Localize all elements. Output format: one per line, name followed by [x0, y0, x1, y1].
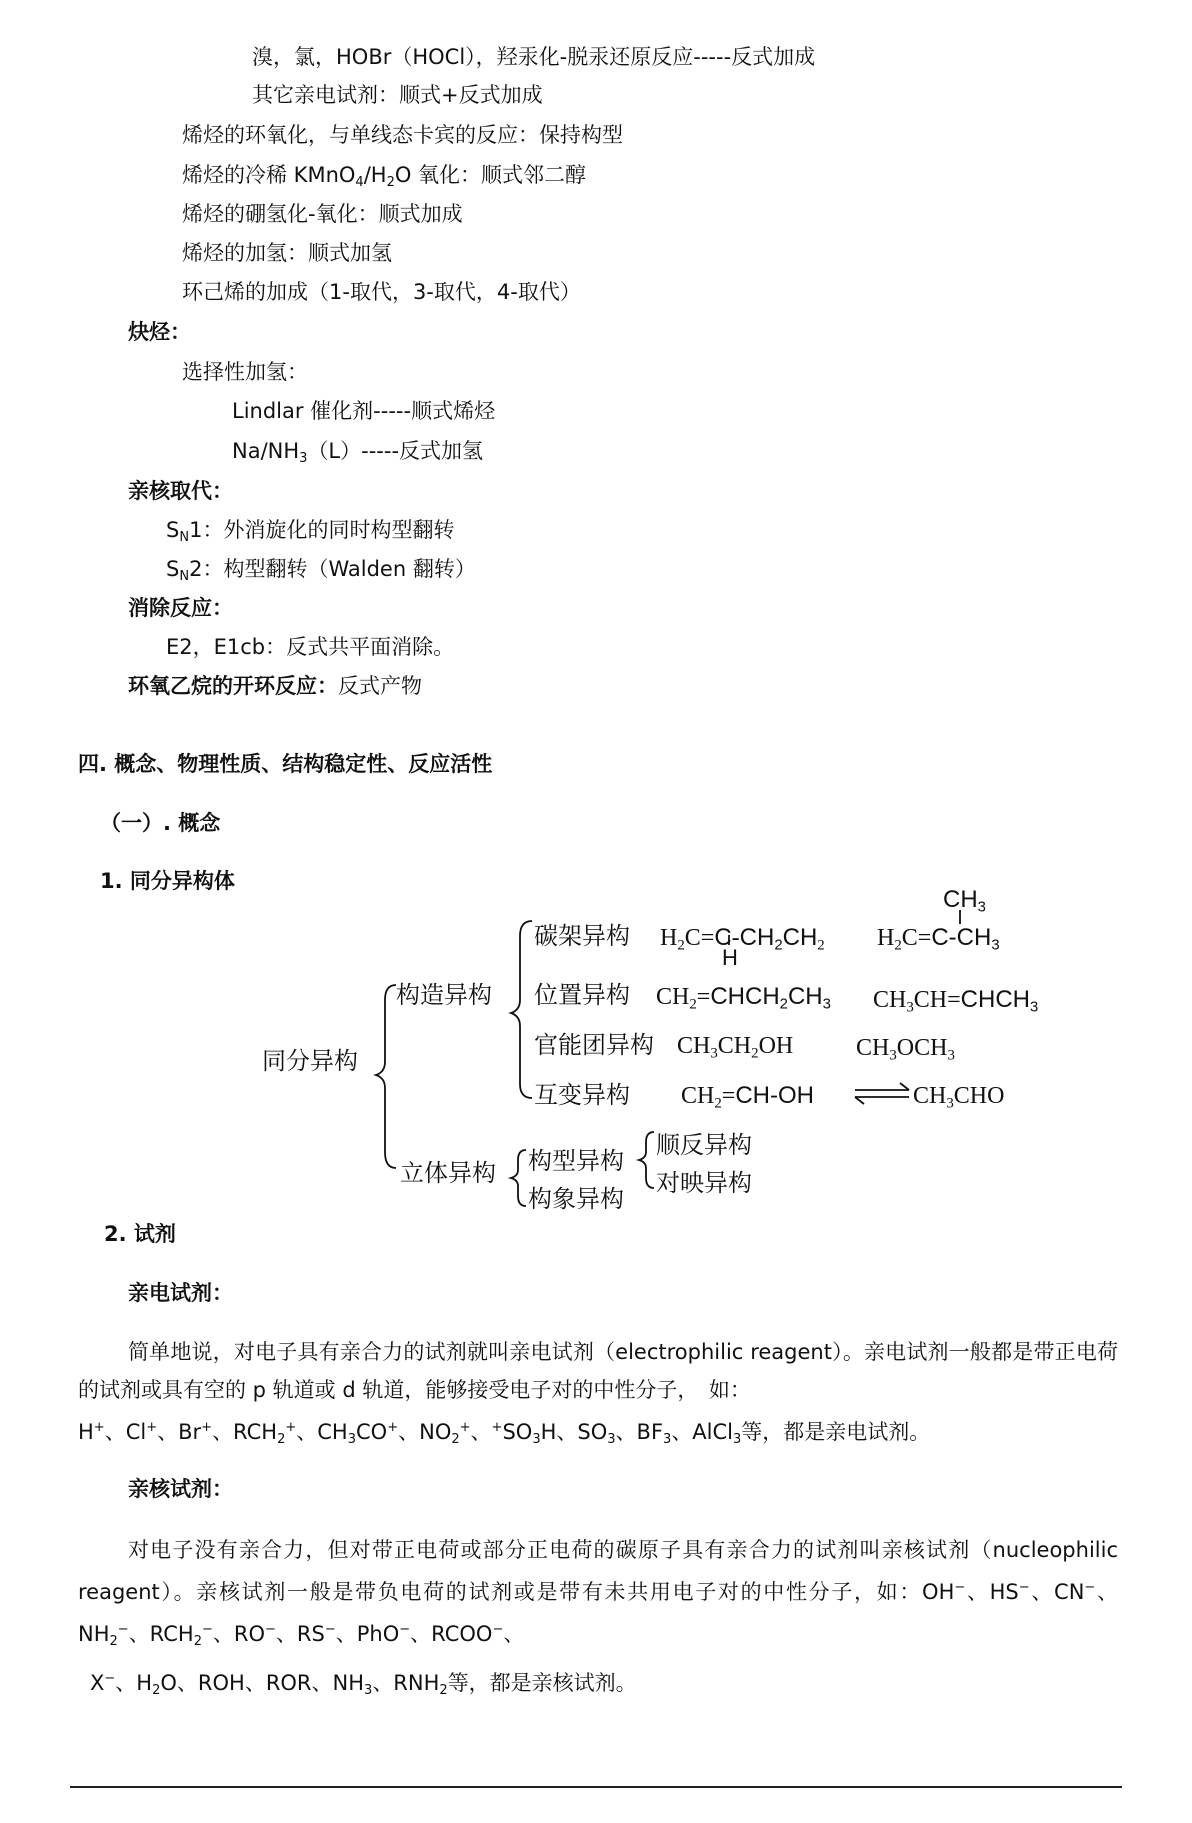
diagram-root: 同分异构: [262, 1047, 358, 1075]
diagram-enantiomer: 对映异构: [656, 1169, 752, 1197]
examples: X−、$H_2O$、ROH、ROR、$NH_3$、$RNH_2$: [90, 1671, 448, 1699]
list-line: 烯烃的硼氢化-氧化：顺式加成: [182, 202, 463, 226]
diagram-stereo: 立体异构: [400, 1159, 496, 1187]
text: （L）-----反式加氢: [307, 439, 484, 463]
examples: OH−、HS−、CN−、$NH_2^-$、$RCH_2^-$、RO−、RS−、PhO−、RCOO−、: [78, 1579, 1118, 1649]
subscript: 3: [977, 899, 986, 916]
text: 1：外消旋化的同时构型翻转: [189, 518, 455, 542]
formula-h: H: [722, 945, 738, 970]
text: S: [166, 557, 180, 581]
section-heading: 亲电试剂：: [128, 1281, 233, 1305]
examples: H+、Cl+、Br+、$RCH_2^+$、$CH_3CO^+$、$NO_2^+$、$^+SO_3H$、$SO_3$、$BF_3$、AlCl$_3$: [78, 1419, 742, 1447]
section-title: 四. 概念、物理性质、结构稳定性、反应活性: [78, 752, 493, 776]
subscript: 2: [386, 174, 395, 190]
subscript: N: [179, 529, 190, 545]
list-line: Lindlar 催化剂-----顺式烯烃: [232, 399, 496, 423]
item-title: 1. 同分异构体: [100, 869, 235, 893]
formula-ch3-top: [943, 886, 986, 921]
text: S: [166, 518, 180, 542]
text: 对电子没有亲合力，但对带正电荷或部分正电荷的碳原子具有亲合力的试剂叫亲核试剂（nucleophilic reagent）。亲核试剂一般是带负电荷的试剂或是带有未共用电子对的中性分子，如：: [78, 1538, 1118, 1604]
formula-1-butene: $H_2C=C-CH_2CH_2$: [660, 924, 825, 954]
list-line: 环己烯的加成（1-取代，3-取代，4-取代）: [182, 280, 581, 304]
text: 反式产物: [338, 674, 422, 698]
item-title: 2. 试剂: [104, 1222, 176, 1246]
subscript: N: [179, 568, 190, 584]
text: 等，都是亲电试剂。: [741, 1419, 931, 1444]
diagram-conformation: 构象异构: [528, 1185, 624, 1213]
formula-acetaldehyde: $CH_3CHO$: [913, 1083, 1005, 1112]
formula-1-butene-pos: $CH_2=CHCH_2CH_3$: [656, 983, 831, 1013]
list-line: 烯烃的环氧化，与单线态卡宾的反应：保持构型: [182, 123, 623, 147]
subscript: 3: [299, 450, 308, 466]
section-heading: 环氧乙烷的开环反应：: [128, 674, 338, 698]
text: 2：构型翻转（Walden 翻转）: [189, 557, 476, 581]
list-line: 其它亲电试剂：顺式+反式加成: [252, 83, 543, 107]
text: Na/NH: [232, 439, 300, 463]
text: /H: [363, 163, 387, 187]
list-line: 溴，氯，HOBr（HOCl），羟汞化-脱汞还原反应-----反式加成: [252, 45, 816, 69]
formula-vinyl-alcohol: $CH_2=CH-OH$: [681, 1082, 814, 1112]
diagram-functional-group: 官能团异构: [534, 1031, 654, 1059]
formula-dimethyl-ether: $CH_3OCH_3$: [856, 1035, 955, 1064]
text: CH: [943, 886, 978, 913]
diagram-carbon-skeleton: 碳架异构: [534, 922, 630, 950]
section-heading: 亲核取代：: [128, 479, 233, 503]
electrophile-paragraph: [78, 1333, 1118, 1459]
diagram-construct: 构造异构: [396, 981, 492, 1009]
section-heading: 炔烃：: [128, 320, 191, 344]
diagram-position: 位置异构: [534, 981, 630, 1009]
formula-isobutene: $H_2C=C-CH_3$: [877, 924, 1000, 954]
diagram-cis-trans: 顺反异构: [656, 1131, 752, 1159]
footer-divider: [70, 1786, 1122, 1788]
list-line: 烯烃的加氢：顺式加氢: [182, 241, 392, 265]
text: 等，都是亲核试剂。: [447, 1671, 637, 1696]
text: O 氧化：顺式邻二醇: [394, 163, 587, 187]
diagram-tautomer: 互变异构: [534, 1081, 630, 1109]
text: 烯烃的冷稀 KMnO: [182, 163, 356, 187]
list-line: 选择性加氢：: [182, 360, 308, 384]
section-heading: 亲核试剂：: [128, 1477, 233, 1501]
subscript: 4: [355, 174, 364, 190]
section-heading: 消除反应：: [128, 596, 233, 620]
list-line: E2，E1cb：反式共平面消除。: [166, 635, 455, 659]
formula-2-butene: $CH_3CH=CHCH_3$: [873, 986, 1039, 1016]
nucleophile-paragraph: [78, 1531, 1118, 1710]
diagram-configuration: 构型异构: [528, 1147, 624, 1175]
subsection-title: （一）. 概念: [100, 811, 221, 835]
formula-ethanol: $CH_3CH_2OH$: [677, 1033, 794, 1062]
text: 简单地说，对电子具有亲合力的试剂就叫亲电试剂（electrophilic reagent）。亲电试剂一般都是带正电荷的试剂或具有空的 p 轨道或 d 轨道，能够接受电子对的中性分子， 如：: [78, 1340, 1118, 1402]
